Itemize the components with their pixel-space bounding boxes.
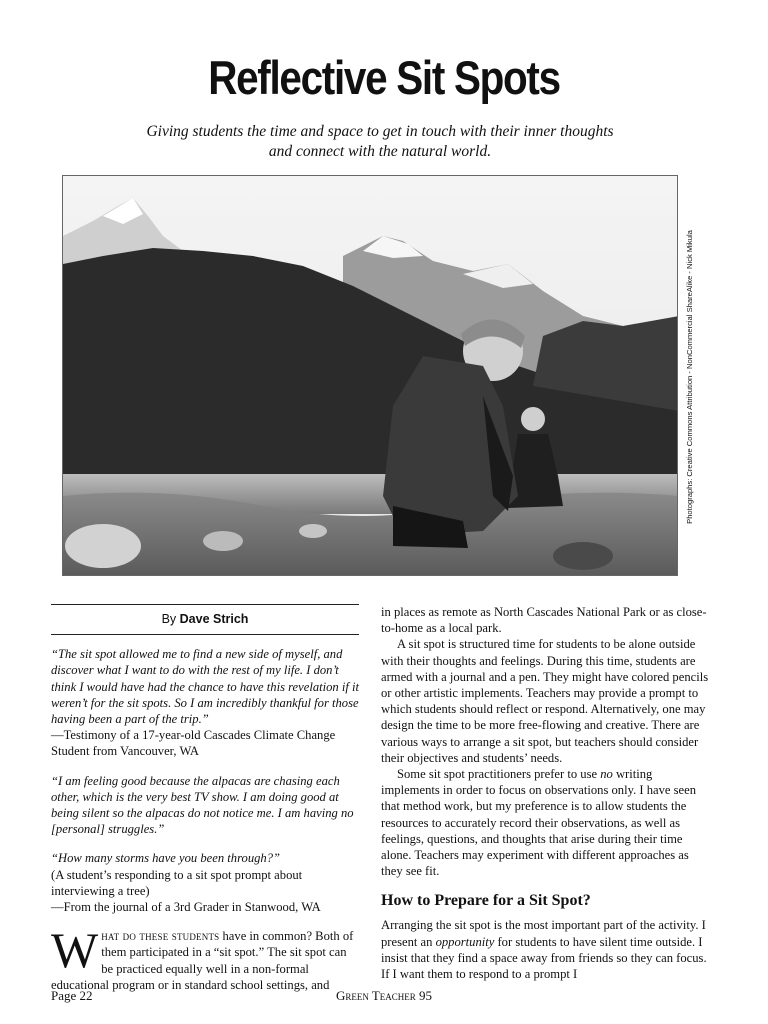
lead-text: have in common? Both of them participated in a “sit spot.” The sit spot can be practiced equally well in a non-formal educational program or in standard school settings, and xyxy=(51,929,354,992)
body-paragraph-1: in places as remote as North Cascades National Park or as close-to-home as a local park. xyxy=(381,605,707,636)
quote-3-attribution: —From the journal of a 3rd Grader in Stanwood, WA xyxy=(51,900,321,915)
body-paragraph-3-em: no xyxy=(600,767,613,782)
article-subtitle xyxy=(120,122,640,162)
quote-1-attribution: —Testimony of a 17-year-old Cascades Climate Change Student from Vancouver, WA xyxy=(51,728,336,759)
subtitle-line-1: Giving students the time and space to get in touch with their inner thoughts xyxy=(146,123,614,140)
body-paragraph-2: A sit spot is structured time for students to be alone outside with their thoughts and feelings. During this time, students are armed with a journal and a pen. They might have colored pencils or other artistic implements. Teachers may provide a prompt to which students should reflect or respond. Alternatively, one may design the time to be more free-flowing and creative. There are various ways to arrange a sit spot, but teachers should consider their objectives and students’ needs. xyxy=(381,637,709,765)
body-paragraph-4-a: Arranging the sit spot is the most important part of the activity. I present an xyxy=(381,918,706,949)
quote-3: “How many storms have you been through?” xyxy=(51,851,281,866)
left-column xyxy=(51,604,359,993)
byline xyxy=(51,604,359,635)
quote-3-note: (A student’s responding to a sit spot prompt about interviewing a tree) xyxy=(51,867,303,898)
photo-illustration xyxy=(63,176,678,576)
body-paragraph-4 xyxy=(381,917,711,982)
page-number: Page 22 xyxy=(51,988,93,1003)
article-title: Reflective Sit Spots xyxy=(208,51,560,104)
photo-credit: Photographs: Creative Commons Attribution - NonCommercial ShareAlike - Nick Mikula xyxy=(685,230,694,524)
lead-paragraph xyxy=(51,922,359,993)
body-paragraph-3 xyxy=(381,766,711,879)
section-heading: How to Prepare for a Sit Spot? xyxy=(381,892,591,910)
lead-smallcaps: hat do these students xyxy=(101,929,220,944)
subtitle-line-2: and connect with the natural world. xyxy=(268,143,492,160)
byline-prefix: By xyxy=(161,612,180,626)
byline-author: Dave Strich xyxy=(179,612,249,626)
quote-2: “I am feeling good because the alpacas are chasing each other, which is the very best TV show. I am doing good at being silent so the alpacas do not notice me. I am having no [personal] struggles.” xyxy=(51,773,354,837)
body-paragraph-4-em: opportunity xyxy=(435,934,495,949)
drop-cap: W xyxy=(51,922,99,979)
right-column xyxy=(381,604,711,982)
body-paragraph-3-a: Some sit spot practitioners prefer to use xyxy=(397,767,601,782)
quote-1: “The sit spot allowed me to find a new side of myself, and discover what I want to do with the rest of my life. I don’t think I would have had the chance to have this revelation if it weren’t for the sit spots. So I am incredibly thankful for those having been a part of the trip.” xyxy=(51,647,360,727)
body-paragraph-3-b: writing implements in order to focus on observations only. I have seen that method work, but my preference is to allow students the resources to accurately record their observations, as well as feelings, questions, and thoughts that arise during their time alone. Teachers may experiment with different approaches as they see fit. xyxy=(381,767,697,879)
lake-photo xyxy=(62,175,678,576)
body-paragraph-4-b: for students to have silent time outside. I insist that they find a space away from friends so they can focus. If I want them to respond to a prompt I xyxy=(381,934,707,982)
magazine-name: Green Teacher 95 xyxy=(335,988,433,1003)
